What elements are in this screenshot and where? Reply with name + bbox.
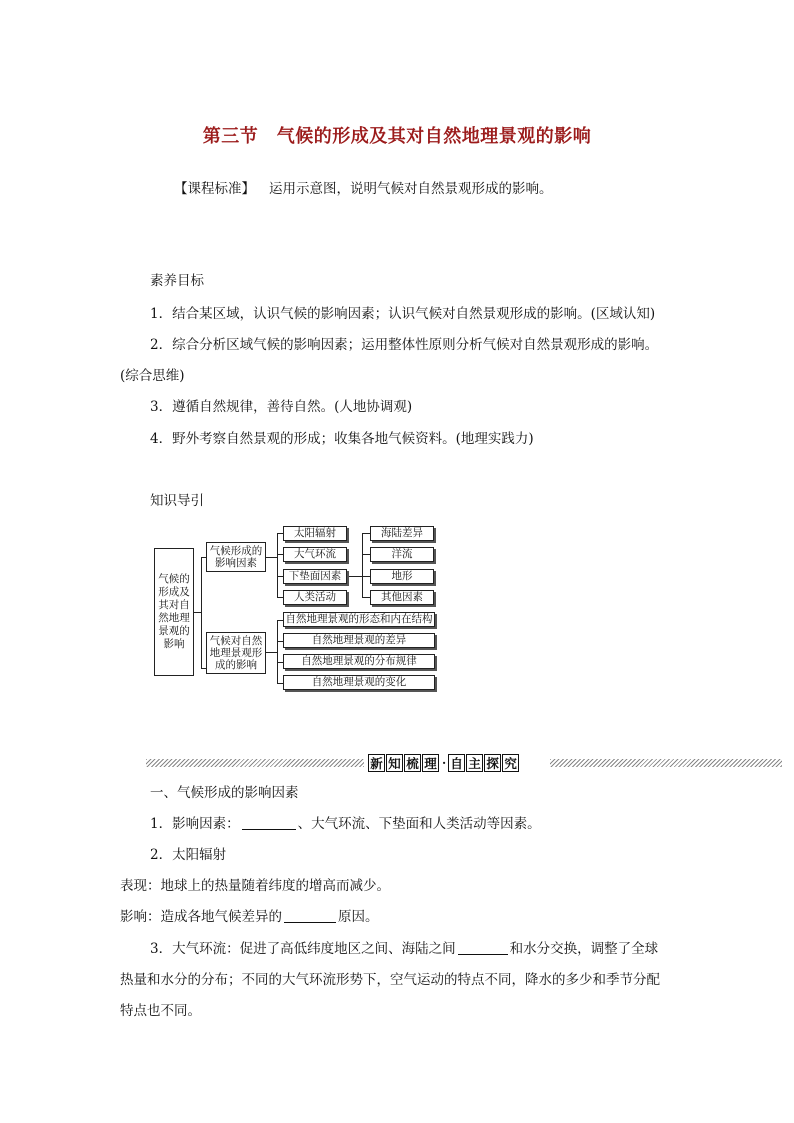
paragraph: 热量和水分的分布；不同的大气环流形势下，空气运动的特点不同，降水的多少和季节分配 <box>120 972 660 988</box>
banner-char: 理 <box>422 754 439 772</box>
banner-char: 自 <box>448 754 465 772</box>
page-title: 第三节 气候的形成及其对自然地理景观的影响 <box>202 126 592 147</box>
banner-char: 新 <box>368 754 385 772</box>
banner-char: 探 <box>484 754 501 772</box>
paragraph: 3．大气环流：促进了高低纬度地区之间、海陆之间 和水分交换，调整了全球 <box>150 941 659 957</box>
paragraph: 表现：地球上的热量随着纬度的增高而减少。 <box>120 878 390 894</box>
diagram-item: 太阳辐射 <box>283 526 347 541</box>
literacy-item: 4．野外考察自然景观的形成；收集各地气候资料。(地理实践力) <box>150 431 534 447</box>
literacy-item: 3．遵循自然规律，善待自然。(人地协调观) <box>150 399 413 415</box>
diagram-root: 气候的形成及其对自然地理景观的影响 <box>154 548 194 676</box>
section-heading: 一、气候形成的影响因素 <box>150 785 299 801</box>
diagram-item: 自然地理景观的形态和内在结构 <box>283 612 435 627</box>
banner-char: 主 <box>466 754 483 772</box>
diagram-sub-item: 地形 <box>370 569 434 584</box>
knowledge-diagram <box>150 522 450 694</box>
fill-blank <box>242 815 296 830</box>
banner-char: 究 <box>502 754 519 772</box>
diagram-item: 自然地理景观的差异 <box>283 633 435 648</box>
diagram-item: 人类活动 <box>283 590 347 605</box>
diagram-item: 下垫面因素 <box>283 569 347 584</box>
paragraph: 特点也不同。 <box>120 1003 201 1019</box>
paragraph: 1．影响因素： 、大气环流、下垫面和人类活动等因素。 <box>150 816 541 832</box>
guide-heading: 知识导引 <box>150 493 204 509</box>
literacy-item: 2．综合分析区域气候的影响因素；运用整体性原则分析气候对自然景观形成的影响。 <box>150 337 659 353</box>
literacy-heading: 素养目标 <box>150 273 204 289</box>
diagram-branch-factors: 气候形成的影响因素 <box>206 542 266 572</box>
section-banner <box>146 752 782 774</box>
standard-text: 运用示意图，说明气候对自然景观形成的影响。 <box>269 181 553 197</box>
fill-blank <box>458 940 508 955</box>
standard-label: 【课程标准】 <box>174 181 255 197</box>
diagram-sub-item: 其他因素 <box>370 590 434 605</box>
curriculum-standard <box>174 180 553 198</box>
literacy-item: 1．结合某区域，认识气候的影响因素；认识气候对自然景观形成的影响。(区域认知) <box>150 306 656 322</box>
diagram-sub-item: 洋流 <box>370 547 434 562</box>
fill-blank <box>284 908 336 923</box>
diagram-item: 自然地理景观的变化 <box>283 675 435 690</box>
diagram-branch-effects: 气候对自然地理景观形成的影响 <box>206 632 266 674</box>
banner-char: 梳 <box>404 754 421 772</box>
banner-dot: · <box>442 756 447 770</box>
diagram-item: 大气环流 <box>283 547 347 562</box>
paragraph: 影响：造成各地气候差异的 原因。 <box>120 909 379 925</box>
diagram-sub-item: 海陆差异 <box>370 526 434 541</box>
diagram-item: 自然地理景观的分布规律 <box>283 654 435 669</box>
literacy-item: (综合思维) <box>120 368 185 384</box>
paragraph: 2．太阳辐射 <box>150 847 227 863</box>
banner-char: 知 <box>386 754 403 772</box>
